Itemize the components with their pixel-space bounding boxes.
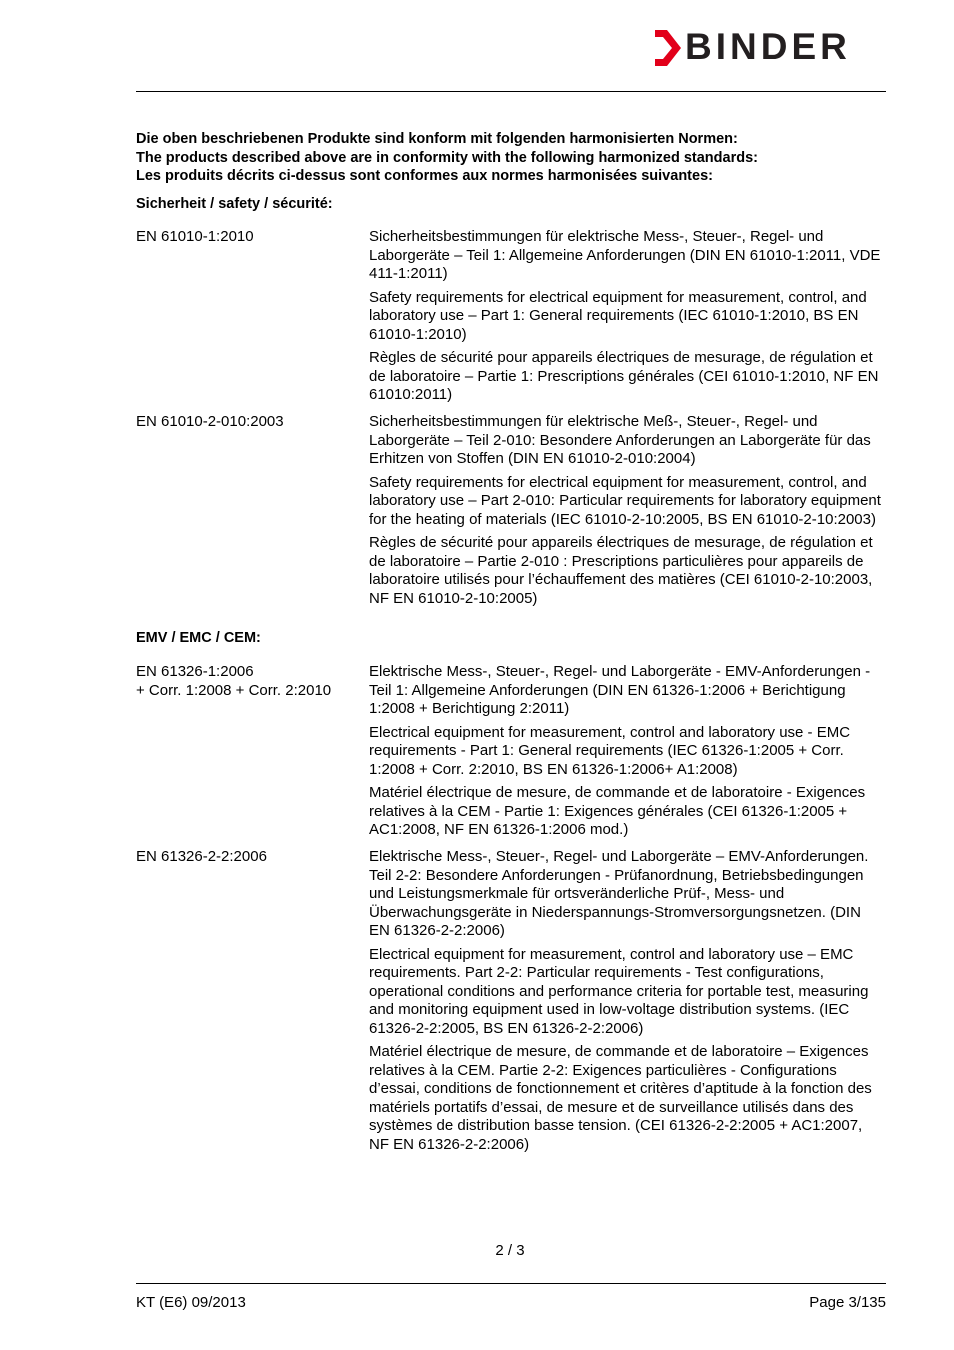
standard-number bbox=[136, 228, 361, 247]
description-de: Sicherheitsbestimmungen für elektrische Meß-, Steuer-, Regel- und Laborgeräte – Teil 2-010: Besondere Anforderungen an Laborgeräte für das Erhitzen von Stoffen (DIN EN 61010-2-010:2004) bbox=[369, 413, 871, 467]
header-rule bbox=[136, 91, 886, 92]
intro-line-de: Die oben beschriebenen Produkte sind konform mit folgenden harmonisierten Normen: bbox=[136, 131, 738, 147]
section-title-emc: EMV / EMC / CEM: bbox=[136, 630, 261, 646]
standard-description bbox=[369, 413, 884, 613]
description-de: Sicherheitsbestimmungen für elektrische Mess-, Steuer-, Regel- und Laborgeräte – Teil 1: Allgemeine Anforderungen (DIN EN 61010-1:2011, VDE 411-1:2011) bbox=[369, 228, 881, 282]
standard-description bbox=[369, 663, 884, 845]
standard-number bbox=[136, 413, 361, 432]
standard-code: EN 61010-1:2010 bbox=[136, 228, 254, 245]
description-en: Safety requirements for electrical equipment for measurement, control, and laboratory use – Part 1: General requirements (IEC 61010-1:2010, BS EN 61010-1:2010) bbox=[369, 288, 867, 343]
description-de: Elektrische Mess-, Steuer-, Regel- und Laborgeräte - EMV-Anforderungen - Teil 1: Allgemeine Anforderungen (DIN EN 61326-1:2006 + Berichtigung 1:2008 + Berichtigung 2:2011) bbox=[369, 663, 871, 717]
intro-statement bbox=[136, 130, 886, 186]
binder-arrow-icon bbox=[655, 30, 681, 66]
standard-number bbox=[136, 848, 361, 867]
standard-number bbox=[136, 663, 361, 700]
standard-corrigenda: + Corr. 1:2008 + Corr. 2:2010 bbox=[136, 681, 332, 699]
description-en: Safety requirements for electrical equipment for measurement, control, and laboratory use – Part 2-010: Particular requirements for laboratory equipment for the heating of materials (IEC 61010-2-10:2005, BS EN 61010-2-10:2003) bbox=[369, 473, 881, 528]
page-number: 2 / 3 bbox=[495, 1242, 525, 1259]
description-en: Electrical equipment for measurement, control and laboratory use - EMC requirements - Part 1: General requirements (IEC 61326-1:2005 + Corr. 1:2008 + Corr. 2:2010, BS EN 61326-1:2006+ A1:2008) bbox=[369, 723, 851, 778]
description-en: Electrical equipment for measurement, control and laboratory use – EMC requirements. Part 2-2: Particular requirements - Test configurations, operational conditions and performance criteria for portable test, measuring and monitoring equipment used in low-voltage distribution systems. (IEC 61326-2-2:2005, BS EN 61326-2-2:2006) bbox=[369, 945, 869, 1037]
standard-code: EN 61010-2-010:2003 bbox=[136, 413, 284, 430]
footer-page: Page 3/135 bbox=[809, 1294, 886, 1311]
standard-description bbox=[369, 848, 884, 1159]
standard-code: EN 61326-1:2006 bbox=[136, 663, 254, 680]
logo-text: BINDER bbox=[685, 26, 851, 67]
intro-line-fr: Les produits décrits ci-dessus sont conformes aux normes harmonisées suivantes: bbox=[136, 168, 713, 184]
description-fr: Règles de sécurité pour appareils électriques de mesurage, de régulation et de laboratoire – Partie 2-010 : Prescriptions particulières pour appareils de laboratoire utilisés pour l’échauffement des matières (CEI 61010-2-10:2003, NF EN 61010-2-10:2005) bbox=[369, 534, 873, 607]
description-fr: Règles de sécurité pour appareils électriques de mesurage, de régulation et de laboratoire – Partie 1: Prescriptions générales (CEI 61010-1:2010, NF EN 61010:2011) bbox=[369, 349, 879, 403]
description-fr: Matériel électrique de mesure, de commande et de laboratoire – Exigences relatives à la CEM. Partie 2-2: Exigences particulières - Configurations d’essai, conditions de fonctionnement et critères d’aptitude à la fonction des matériels portatifs d’essai, de mesure et de surveillance utilisés dans des systèmes de distribution basse tension. (CEI 61326-2-2:2005 + AC1:2007, NF EN 61326-2-2:2006) bbox=[369, 1043, 872, 1153]
section-title-safety: Sicherheit / safety / sécurité: bbox=[136, 196, 333, 212]
binder-logo bbox=[655, 26, 887, 67]
footer-doc-ref: KT (E6) 09/2013 bbox=[136, 1294, 246, 1311]
footer-rule bbox=[136, 1283, 886, 1284]
intro-line-en: The products described above are in conformity with the following harmonized standards: bbox=[136, 149, 758, 166]
standard-code: EN 61326-2-2:2006 bbox=[136, 848, 267, 865]
standard-description bbox=[369, 228, 884, 410]
description-de: Elektrische Mess-, Steuer-, Regel- und Laborgeräte – EMV-Anforderungen. Teil 2-2: Besondere Anforderungen - Prüfanordnung, Betriebsbedingungen und Leistungsmerkmale für ortsveränderliche Prüf-, Mess- und Überwachungsgeräte in Niederspannungs-Stromversorgungsnetzen. (DIN EN 61326-2-2:2006) bbox=[369, 848, 869, 939]
description-fr: Matériel électrique de mesure, de commande et de laboratoire - Exigences relatives à la CEM - Partie 1: Exigences générales (CEI 61326-1:2005 + AC1:2008, NF EN 61326-1:2006 mod.) bbox=[369, 784, 866, 838]
